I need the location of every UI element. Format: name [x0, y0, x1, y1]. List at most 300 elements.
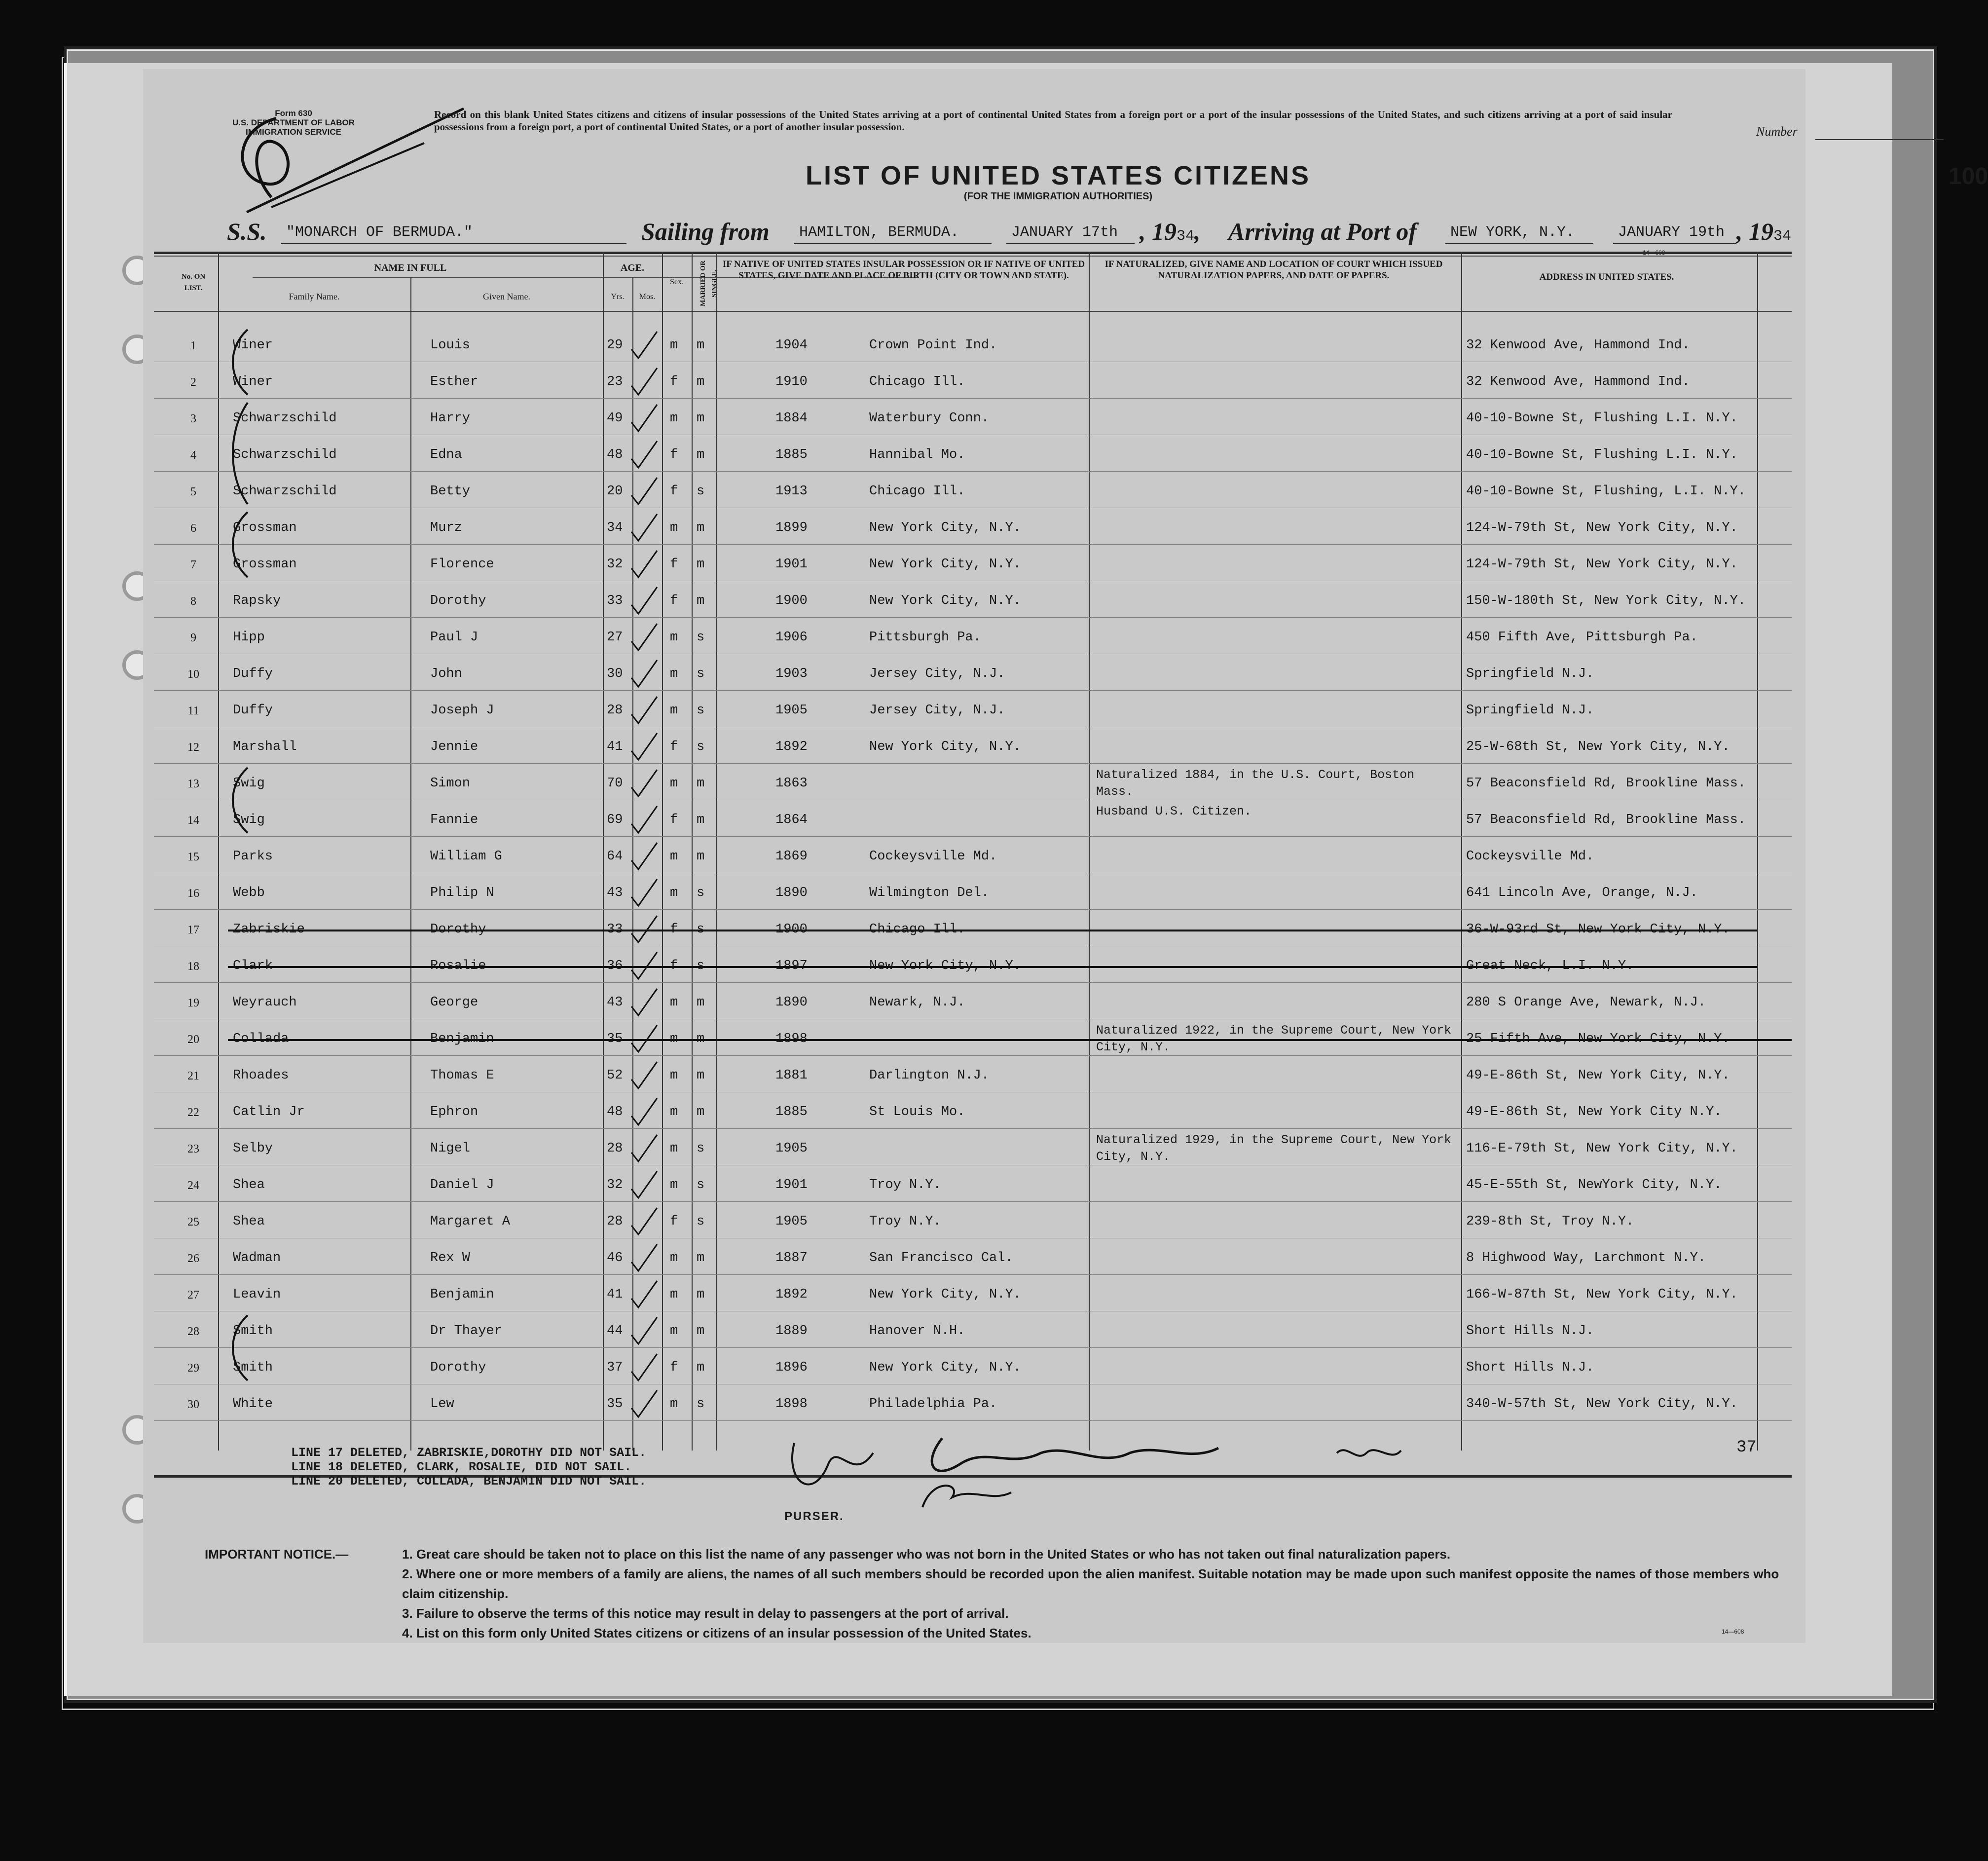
cell-given: Dorothy — [430, 1360, 486, 1375]
cell-address: 124-W-79th St, New York City, N.Y. — [1466, 557, 1738, 572]
cell-ms: m — [697, 1360, 705, 1375]
cell-place: New York City, N.Y. — [869, 959, 1021, 973]
cell-year: 1905 — [775, 703, 808, 718]
check-mark — [627, 330, 650, 359]
cell-address: Short Hills N.J. — [1466, 1324, 1594, 1339]
cell-year: 1901 — [775, 557, 808, 572]
cell-no: 5 — [190, 485, 196, 498]
check-mark — [627, 877, 650, 907]
cell-year: 1869 — [775, 849, 808, 864]
cell-ms: s — [697, 922, 705, 937]
purser-label: PURSER. — [784, 1510, 844, 1523]
cell-sex: m — [670, 338, 678, 353]
check-mark — [627, 1315, 650, 1345]
table-row — [154, 1092, 1792, 1129]
cell-sex: f — [670, 1214, 678, 1229]
cell-given: Dr Thayer — [430, 1324, 502, 1339]
cell-address: Short Hills N.J. — [1466, 1360, 1594, 1375]
cell-given: Dorothy — [430, 594, 486, 608]
cell-sex: f — [670, 374, 678, 389]
cell-ms: s — [697, 667, 705, 681]
cell-given: George — [430, 995, 479, 1010]
ss-label: S.S. — [227, 218, 267, 245]
cell-no: 22 — [187, 1106, 199, 1119]
check-mark — [627, 512, 650, 542]
cell-address: 641 Lincoln Ave, Orange, N.J. — [1466, 886, 1698, 900]
check-mark — [627, 950, 650, 980]
cell-given: Ephron — [430, 1105, 479, 1119]
cell-ms: s — [697, 484, 705, 499]
cell-sex: m — [670, 1324, 678, 1339]
cell-address: 57 Beaconsfield Rd, Brookline Mass. — [1466, 813, 1746, 827]
check-mark — [627, 731, 650, 761]
table-top-rule — [154, 252, 1792, 254]
header-no: No. ON LIST. — [181, 273, 206, 292]
cell-address: Great Neck, L.I. N.Y. — [1466, 959, 1634, 973]
cell-year: 1899 — [775, 521, 808, 535]
cell-given: Benjamin — [430, 1287, 494, 1302]
form-code-bottom: 14—608 — [1722, 1628, 1744, 1635]
cell-no: 10 — [187, 668, 199, 681]
cell-address: 32 Kenwood Ave, Hammond Ind. — [1466, 374, 1690, 389]
cell-year: 1885 — [775, 447, 808, 462]
cell-family: Grossman — [233, 557, 297, 572]
cell-given: Jennie — [430, 740, 479, 754]
table-row — [154, 1129, 1792, 1165]
cell-ms: m — [697, 594, 705, 608]
cell-given: Florence — [430, 557, 494, 572]
page-number: 100 — [1949, 163, 1988, 189]
cell-sex: f — [670, 594, 678, 608]
cell-year: 1892 — [775, 1287, 808, 1302]
cell-family: Parks — [233, 849, 273, 864]
check-mark — [627, 658, 650, 688]
cell-address: 57 Beaconsfield Rd, Brookline Mass. — [1466, 776, 1746, 791]
cell-year: 1898 — [775, 1032, 808, 1046]
cell-no: 9 — [190, 632, 196, 644]
cell-sex: f — [670, 484, 678, 499]
cell-ms: m — [697, 849, 705, 864]
check-mark — [627, 1279, 650, 1308]
port-underline — [1445, 243, 1593, 244]
cell-year: 1897 — [775, 959, 808, 973]
cell-sex: m — [670, 849, 678, 864]
cell-year: 1905 — [775, 1214, 808, 1229]
form-instructions: Record on this blank United States citizens and citizens of insular possessions of the United States arriving at a port of continental United States from a foreign port or a port of the insular possessions of the United States, and such citizens arriving at a port of said insular possessions from a foreign port, a port of continental United States, or a port of another insular possession. — [434, 109, 1672, 133]
cell-ms: s — [697, 1214, 705, 1229]
table-row — [154, 435, 1792, 472]
cell-family: Marshall — [233, 740, 297, 754]
table-row — [154, 1311, 1792, 1348]
cell-no: 30 — [187, 1398, 199, 1411]
cell-no: 4 — [190, 449, 196, 462]
cell-nat: Naturalized 1929, in the Supreme Court, New York City, N.Y. — [1096, 1133, 1452, 1164]
cell-address: 40-10-Bowne St, Flushing, L.I. N.Y. — [1466, 484, 1746, 499]
cell-ms: m — [697, 1068, 705, 1083]
cell-family: Swig — [233, 776, 265, 791]
notice-item: 2. Where one or more members of a family are aliens, the names of all such members should be recorded upon the alien manifest. Suitable notation may be made upon such manifest opposite the names of those members who claim citizenship. — [402, 1566, 1779, 1601]
table-row — [154, 910, 1792, 946]
cell-age: 37 — [607, 1360, 623, 1375]
check-mark — [627, 1352, 650, 1381]
table-row — [154, 1384, 1792, 1421]
cell-given: Harry — [430, 411, 471, 426]
cell-sex: m — [670, 1251, 678, 1265]
cell-place: San Francisco Cal. — [869, 1251, 1013, 1265]
cell-place: Wilmington Del. — [869, 886, 990, 900]
cell-family: Duffy — [233, 667, 273, 681]
cell-year: 1900 — [775, 594, 808, 608]
year-to: , 1934 — [1736, 218, 1792, 245]
cell-family: Smith — [233, 1360, 273, 1375]
cell-ms: m — [697, 374, 705, 389]
cell-address: 239-8th St, Troy N.Y. — [1466, 1214, 1634, 1229]
cell-family: Grossman — [233, 521, 297, 535]
cell-sex: m — [670, 630, 678, 645]
table-row — [154, 472, 1792, 508]
check-mark — [627, 585, 650, 615]
check-mark — [627, 1242, 650, 1272]
cell-ms: s — [697, 1141, 705, 1156]
page-subtitle: (FOR THE IMMIGRATION AUTHORITIES) — [963, 191, 1153, 202]
cell-place: Pittsburgh Pa. — [869, 630, 981, 645]
cell-sex: m — [670, 995, 678, 1010]
table-row — [154, 1165, 1792, 1202]
cell-ms: m — [697, 813, 705, 827]
table-row — [154, 1238, 1792, 1275]
cell-year: 1905 — [775, 1141, 808, 1156]
cell-address: 25 Fifth Ave, New York City, N.Y. — [1466, 1032, 1730, 1046]
cell-given: John — [430, 667, 462, 681]
cell-ms: m — [697, 995, 705, 1010]
notice-item: 3. Failure to observe the terms of this notice may result in delay to passengers at the port of arrival. — [402, 1606, 1009, 1621]
cell-ms: m — [697, 776, 705, 791]
cell-family: Swig — [233, 813, 265, 827]
cell-no: 6 — [190, 522, 196, 535]
cell-family: Wadman — [233, 1251, 281, 1265]
table-row — [154, 326, 1792, 362]
cell-sex: m — [670, 703, 678, 718]
cell-place: New York City, N.Y. — [869, 740, 1021, 754]
cell-ms: m — [697, 447, 705, 462]
cell-address: 32 Kenwood Ave, Hammond Ind. — [1466, 338, 1690, 353]
header-family-name: Family Name. — [289, 292, 340, 301]
cell-age: 30 — [607, 667, 623, 681]
cell-no: 27 — [187, 1289, 199, 1302]
cell-ms: m — [697, 411, 705, 426]
cell-age: 41 — [607, 740, 623, 754]
cell-address: 45-E-55th St, NewYork City, N.Y. — [1466, 1178, 1722, 1192]
cell-year: 1901 — [775, 1178, 808, 1192]
table-row — [154, 764, 1792, 800]
cell-given: Louis — [430, 338, 471, 353]
cell-ms: s — [697, 703, 705, 718]
department-name: U.S. DEPARTMENT OF LABOR — [232, 118, 355, 127]
family-bracket — [223, 508, 253, 581]
check-mark — [627, 476, 650, 505]
table-row — [154, 508, 1792, 545]
cell-family: Catlin Jr — [233, 1105, 305, 1119]
cell-given: Joseph J — [430, 703, 494, 718]
cell-address: Springfield N.J. — [1466, 703, 1594, 718]
cell-no: 16 — [187, 887, 199, 900]
cell-family: Rapsky — [233, 594, 281, 608]
cell-sex: m — [670, 521, 678, 535]
cell-year: 1889 — [775, 1324, 808, 1339]
cell-sex: m — [670, 1397, 678, 1412]
cell-given: Paul J — [430, 630, 479, 645]
cell-address: 280 S Orange Ave, Newark, N.J. — [1466, 995, 1706, 1010]
check-mark — [627, 768, 650, 797]
cell-no: 28 — [187, 1325, 199, 1338]
cell-ms: m — [697, 1324, 705, 1339]
cell-ms: m — [697, 557, 705, 572]
cell-sex: m — [670, 1105, 678, 1119]
cell-nat: Naturalized 1884, in the U.S. Court, Boston Mass. — [1096, 768, 1415, 799]
cell-ms: m — [697, 1251, 705, 1265]
cell-age: 43 — [607, 995, 623, 1010]
cell-age: 52 — [607, 1068, 623, 1083]
cell-family: Leavin — [233, 1287, 281, 1302]
cell-age: 34 — [607, 521, 623, 535]
cell-sex: m — [670, 1141, 678, 1156]
cell-ms: s — [697, 630, 705, 645]
cell-age: 35 — [607, 1032, 623, 1046]
cell-place: New York City, N.Y. — [869, 1287, 1021, 1302]
family-bracket — [223, 1311, 253, 1384]
cell-age: 46 — [607, 1251, 623, 1265]
cell-no: 12 — [187, 741, 199, 754]
cell-no: 19 — [187, 997, 199, 1009]
table-row — [154, 654, 1792, 691]
cell-given: Benjamin — [430, 1032, 494, 1046]
check-mark — [627, 1023, 650, 1053]
table-row — [154, 873, 1792, 910]
check-mark — [627, 439, 650, 469]
cell-given: Thomas E — [430, 1068, 494, 1083]
cell-age: 28 — [607, 703, 623, 718]
cell-family: Shea — [233, 1214, 265, 1229]
ship-underline — [281, 243, 626, 244]
cell-age: 29 — [607, 338, 623, 353]
check-mark — [627, 841, 650, 870]
cell-address: 25-W-68th St, New York City, N.Y. — [1466, 740, 1730, 754]
cell-age: 43 — [607, 886, 623, 900]
table-row — [154, 691, 1792, 727]
cell-year: 1881 — [775, 1068, 808, 1083]
cell-family: Winer — [233, 374, 273, 389]
cell-age: 70 — [607, 776, 623, 791]
cell-address: 8 Highwood Way, Larchmont N.Y. — [1466, 1251, 1706, 1265]
check-mark — [627, 804, 650, 834]
cell-given: Esther — [430, 374, 479, 389]
cell-age: 64 — [607, 849, 623, 864]
cell-age: 32 — [607, 1178, 623, 1192]
cell-ms: m — [697, 1105, 705, 1119]
cell-address: 40-10-Bowne St, Flushing L.I. N.Y. — [1466, 411, 1738, 426]
strike-through-line — [228, 930, 1757, 931]
form-number: Form 630 — [275, 109, 312, 118]
cell-sex: m — [670, 886, 678, 900]
cell-place: Waterbury Conn. — [869, 411, 990, 426]
cell-age: 20 — [607, 484, 623, 499]
cell-place: Cockeysville Md. — [869, 849, 997, 864]
cell-sex: f — [670, 557, 678, 572]
deletion-note: LINE 17 DELETED, ZABRISKIE,DOROTHY DID NOT SAIL. — [291, 1446, 647, 1460]
header-sex: Sex. — [670, 278, 684, 286]
cell-year: 1913 — [775, 484, 808, 499]
check-mark — [627, 1096, 650, 1126]
cell-address: Cockeysville Md. — [1466, 849, 1594, 864]
cell-address: 340-W-57th St, New York City, N.Y. — [1466, 1397, 1738, 1412]
cell-address: 36-W-93rd St, New York City, N.Y. — [1466, 922, 1730, 937]
table-row — [154, 1056, 1792, 1092]
departure-date: JANUARY 17th — [1011, 224, 1118, 241]
cell-year: 1910 — [775, 374, 808, 389]
port-of-arrival: NEW YORK, N.Y. — [1450, 224, 1575, 241]
header-name-in-full: NAME IN FULL — [374, 262, 447, 273]
handwritten-signatures — [755, 1423, 1692, 1522]
cell-no: 18 — [187, 960, 199, 973]
arrival-date: JANUARY 19th — [1618, 224, 1725, 241]
cell-nat: Naturalized 1922, in the Supreme Court, New York City, N.Y. — [1096, 1023, 1452, 1054]
cell-age: 33 — [607, 922, 623, 937]
cell-no: 2 — [190, 376, 196, 389]
passenger-count: 37 — [1736, 1438, 1757, 1457]
port-of-departure: HAMILTON, BERMUDA. — [799, 224, 959, 241]
cell-given: Betty — [430, 484, 471, 499]
cell-family: Clark — [233, 959, 273, 973]
cell-no: 8 — [190, 595, 196, 608]
cell-sex: m — [670, 776, 678, 791]
header-bottom-rule — [154, 311, 1792, 312]
cell-place: New York City, N.Y. — [869, 521, 1021, 535]
cell-ms: s — [697, 886, 705, 900]
cell-place: Jersey City, N.J. — [869, 667, 1005, 681]
cell-age: 28 — [607, 1141, 623, 1156]
cell-given: Dorothy — [430, 922, 486, 937]
family-bracket — [223, 764, 253, 837]
cell-age: 28 — [607, 1214, 623, 1229]
cell-given: Rosalie — [430, 959, 486, 973]
cell-address: 166-W-87th St, New York City, N.Y. — [1466, 1287, 1738, 1302]
cell-year: 1890 — [775, 995, 808, 1010]
year-from: , 1934, — [1140, 218, 1201, 245]
header-mos: Mos. — [639, 293, 656, 301]
cell-place: Troy N.Y. — [869, 1214, 941, 1229]
table-row — [154, 1019, 1792, 1056]
cell-ms: m — [697, 521, 705, 535]
cell-sex: f — [670, 740, 678, 754]
cell-family: Schwarzschild — [233, 484, 337, 499]
notice-item: 1. Great care should be taken not to place on this list the name of any passenger who was not born in the United States or who has not taken out final naturalization papers. — [402, 1547, 1451, 1562]
cell-address: 450 Fifth Ave, Pittsburgh Pa. — [1466, 630, 1698, 645]
cell-place: Jersey City, N.J. — [869, 703, 1005, 718]
cell-no: 25 — [187, 1216, 199, 1228]
cell-family: Zabriskie — [233, 922, 305, 937]
cell-family: Smith — [233, 1324, 273, 1339]
cell-given: Fannie — [430, 813, 479, 827]
table-row — [154, 545, 1792, 581]
cell-sex: m — [670, 411, 678, 426]
cell-age: 44 — [607, 1324, 623, 1339]
cell-no: 11 — [187, 705, 199, 717]
cell-sex: f — [670, 813, 678, 827]
number-line — [1815, 139, 1944, 140]
cell-no: 14 — [187, 814, 199, 827]
cell-age: 69 — [607, 813, 623, 827]
cell-place: Newark, N.J. — [869, 995, 965, 1010]
cell-no: 24 — [187, 1179, 199, 1192]
form-code-top: 14—608 — [1643, 249, 1665, 256]
cell-no: 3 — [190, 412, 196, 425]
cell-year: 1898 — [775, 1397, 808, 1412]
cell-age: 27 — [607, 630, 623, 645]
cell-year: 1887 — [775, 1251, 808, 1265]
table-row — [154, 983, 1792, 1019]
cell-given: Edna — [430, 447, 462, 462]
cell-year: 1863 — [775, 776, 808, 791]
cell-age: 32 — [607, 557, 623, 572]
check-mark — [627, 695, 650, 724]
header-address: ADDRESS IN UNITED STATES. — [1539, 272, 1674, 282]
cell-place: Troy N.Y. — [869, 1178, 941, 1192]
cell-ms: m — [697, 1032, 705, 1046]
cell-given: Daniel J — [430, 1178, 494, 1192]
cell-age: 41 — [607, 1287, 623, 1302]
cell-sex: f — [670, 959, 678, 973]
cell-sex: m — [670, 1032, 678, 1046]
cell-no: 20 — [187, 1033, 199, 1046]
cell-place: New York City, N.Y. — [869, 594, 1021, 608]
check-mark — [627, 1169, 650, 1199]
ship-name: "MONARCH OF BERMUDA." — [286, 224, 473, 241]
notice-heading: IMPORTANT NOTICE.— — [205, 1547, 349, 1562]
notice-items — [402, 1544, 1783, 1643]
cell-age: 48 — [607, 1105, 623, 1119]
check-mark — [627, 1206, 650, 1235]
row-rule — [154, 1420, 1792, 1421]
cell-family: Webb — [233, 886, 265, 900]
deletion-note: LINE 20 DELETED, COLLADA, BENJAMIN DID NOT SAIL. — [291, 1474, 647, 1489]
table-row — [154, 1202, 1792, 1238]
page-title: LIST OF UNITED STATES CITIZENS — [806, 161, 1311, 190]
cell-ms: m — [697, 1287, 705, 1302]
table-row — [154, 800, 1792, 837]
cell-sex: f — [670, 447, 678, 462]
cell-ms: s — [697, 1397, 705, 1412]
cell-address: 40-10-Bowne St, Flushing L.I. N.Y. — [1466, 447, 1738, 462]
cell-ms: m — [697, 338, 705, 353]
number-label: Number — [1756, 124, 1798, 139]
table-row — [154, 1348, 1792, 1384]
cell-place: Crown Point Ind. — [869, 338, 997, 353]
cell-ms: s — [697, 1178, 705, 1192]
cell-ms: s — [697, 959, 705, 973]
cell-address: 150-W-180th St, New York City, N.Y. — [1466, 594, 1746, 608]
table-row — [154, 946, 1792, 983]
cell-age: 35 — [607, 1397, 623, 1412]
cell-no: 23 — [187, 1143, 199, 1155]
notice-item: 4. List on this form only United States citizens or citizens of an insular possession of the United States. — [402, 1626, 1031, 1640]
cell-no: 29 — [187, 1362, 199, 1375]
cell-family: White — [233, 1397, 273, 1412]
cell-age: 49 — [607, 411, 623, 426]
cell-family: Weyrauch — [233, 995, 297, 1010]
sailing-from-label: Sailing from — [641, 218, 770, 245]
check-mark — [627, 403, 650, 432]
check-mark — [627, 914, 650, 943]
